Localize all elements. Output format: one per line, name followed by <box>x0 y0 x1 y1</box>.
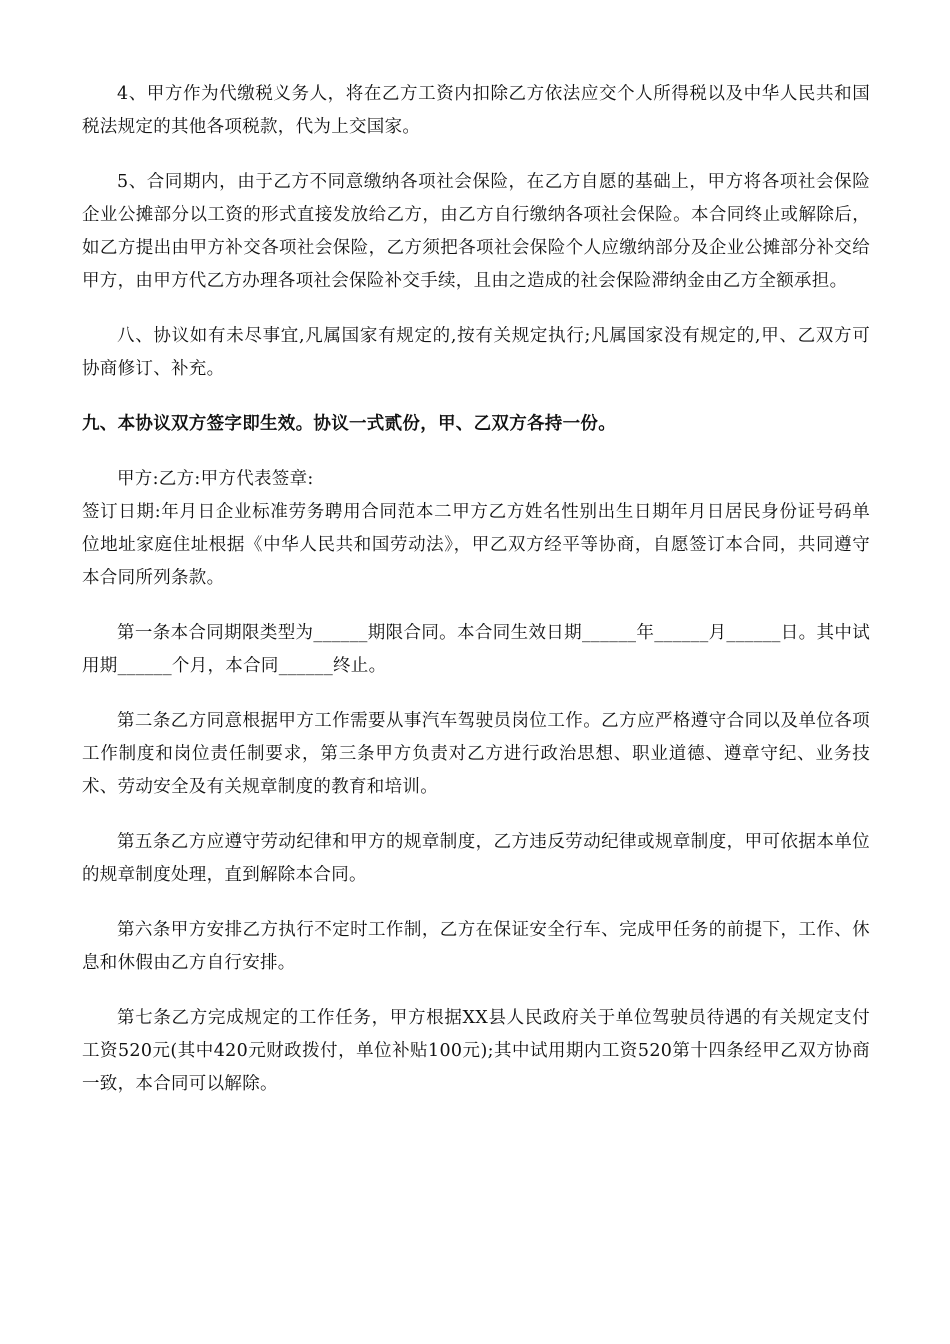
article-5-discipline: 第五条乙方应遵守劳动纪律和甲方的规章制度，乙方违反劳动纪律或规章制度，甲可依据本单位的规章制度处理，直到解除本合同。 <box>82 832 870 885</box>
clause-5-social-insurance: 5、合同期内，由于乙方不同意缴纳各项社会保险，在乙方自愿的基础上，甲方将各项社会保险企业公摊部分以工资的形式直接发放给乙方，由乙方自行缴纳各项社会保险。本合同终止或解除后，如乙方提出由甲方补交各项社会保险，乙方须把各项社会保险个人应缴纳部分及企业公摊部分补交给甲方，由甲方代乙方办理各项社会保险补交手续，且由之造成的社会保险滞纳金由乙方全额承担。 <box>82 172 870 291</box>
article-9-effectiveness: 九、本协议双方签字即生效。协议一式贰份，甲、乙双方各持一份。 <box>82 414 616 434</box>
signature-line: 甲方:乙方:甲方代表签章: <box>117 469 314 489</box>
article-8-supplement: 八、协议如有未尽事宜,凡属国家有规定的,按有关规定执行;凡属国家没有规定的,甲、乙双方可协商修订、补充。 <box>82 326 870 379</box>
clause-4-tax-withholding: 4、甲方作为代缴税义务人，将在乙方工资内扣除乙方依法应交个人所得税以及中华人民共和国税法规定的其他各项税款，代为上交国家。 <box>82 84 870 137</box>
article-2-3-duties-training: 第二条乙方同意根据甲方工作需要从事汽车驾驶员岗位工作。乙方应严格遵守合同以及单位各项工作制度和岗位责任制要求，第三条甲方负责对乙方进行政治思想、职业道德、遵章守纪、业务技术、劳动安全及有关规章制度的教育和培训。 <box>82 711 870 797</box>
article-7-wages: 第七条乙方完成规定的工作任务，甲方根据XX县人民政府关于单位驾驶员待遇的有关规定支付工资520元(其中420元财政拨付，单位补贴100元);其中试用期内工资520第十四条经甲乙双方协商一致，本合同可以解除。 <box>82 1008 870 1094</box>
signing-date-and-preamble: 签订日期:年月日企业标准劳务聘用合同范本二甲方乙方姓名性别出生日期年月日居民身份证号码单位地址家庭住址根据《中华人民共和国劳动法》，甲乙双方经平等协商，自愿签订本合同，共同遵守本合同所列条款。 <box>82 502 870 588</box>
document-page <box>82 78 870 1123</box>
article-1-term: 第一条本合同期限类型为______期限合同。本合同生效日期______年______月______日。其中试用期______个月，本合同______终止。 <box>82 623 870 676</box>
article-6-working-hours: 第六条甲方安排乙方执行不定时工作制，乙方在保证安全行车、完成甲任务的前提下，工作、休息和休假由乙方自行安排。 <box>82 920 870 973</box>
